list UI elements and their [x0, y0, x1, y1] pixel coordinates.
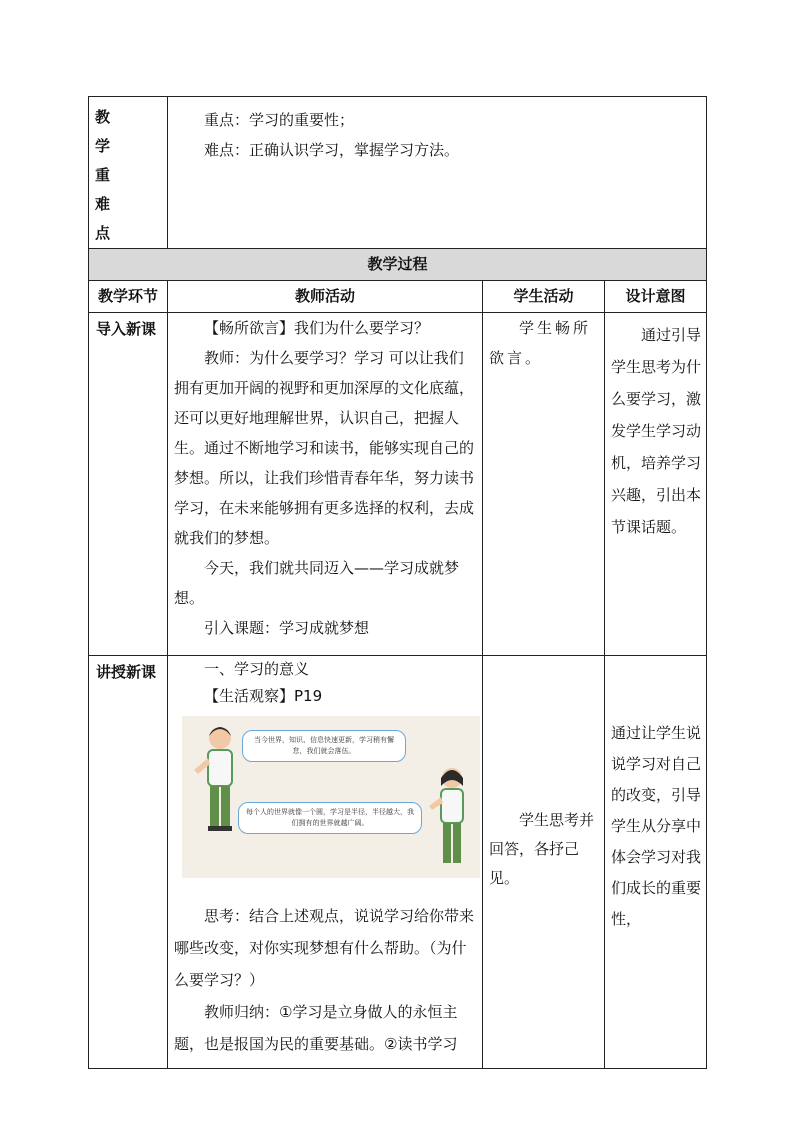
lecture-section-title: 一、学习的意义 — [204, 660, 310, 678]
lecture-row — [89, 656, 707, 1069]
speech-bubble-boy: 当今世界，知识、信息快速更新，学习稍有懈怠，我们就会落伍。 — [242, 730, 406, 762]
teacher-summary: 教师归纳：①学习是立身做人的永恒主题，也是报国为民的重要基础。②读书学习 — [174, 1003, 458, 1053]
intro-row — [89, 313, 707, 656]
intro-teacher-p3: 今天，我们就共同迈入——学习成就梦想。 — [174, 559, 460, 607]
lesson-plan-page — [88, 96, 706, 1069]
lesson-plan-table — [88, 96, 707, 1069]
difficulty-label: 教学重难点 — [95, 108, 115, 242]
stage-intro: 导入新课 — [96, 320, 157, 338]
think-question: 思考：结合上述观点，说说学习给你带来哪些改变，对你实现梦想有什么帮助。（为什么要学习？） — [174, 907, 475, 989]
difficult-point-text: 难点：正确认识学习，掌握学习方法。 — [204, 141, 460, 159]
process-title: 教学过程 — [367, 255, 428, 273]
intro-student: 学生畅所欲言。 — [489, 319, 592, 367]
lecture-student: 学生思考并回答，各抒己见。 — [489, 811, 595, 887]
header-intent: 设计意图 — [605, 281, 707, 313]
header-row — [89, 281, 707, 313]
life-observation-illustration — [182, 716, 480, 878]
intro-intent: 通过引导学生思考为什么要学习，激发学生学习动机，培养学习兴趣，引出本节课话题。 — [611, 326, 702, 536]
speech-bubble-girl: 每个人的世界就像一个圆，学习是半径，半径越大，我们拥有的世界就越广阔。 — [238, 802, 422, 834]
girl-figure-icon — [426, 764, 476, 878]
intro-teacher-p4: 引入课题：学习成就梦想 — [204, 619, 370, 637]
lecture-intent: 通过让学生说说学习对自己的改变，引导学生从分享中体会学习对我们成长的重要性， — [611, 724, 702, 928]
intro-teacher-p2: 教师：为什么要学习？学习 可以让我们拥有更加开阔的视野和更加深厚的文化底蕴，还可以更好地理解世界，认识自己，把握人生。通过不断地学习和读书，能够实现自己的梦想。所以，让我们珍惜青春年华，努力读书学习，在未来能够拥有更多选择的权利，去成就我们的梦想。 — [174, 349, 475, 547]
process-title-row — [89, 249, 707, 281]
header-stage: 教学环节 — [89, 281, 168, 313]
stage-lecture: 讲授新课 — [96, 663, 157, 681]
header-student: 学生活动 — [483, 281, 605, 313]
intro-teacher-p1: 【畅所欲言】我们为什么要学习？ — [204, 319, 430, 337]
difficulty-row — [89, 97, 707, 249]
key-point-text: 重点：学习的重要性； — [204, 111, 355, 129]
life-observation-label: 【生活观察】P19 — [204, 687, 323, 705]
header-teacher: 教师活动 — [168, 281, 483, 313]
